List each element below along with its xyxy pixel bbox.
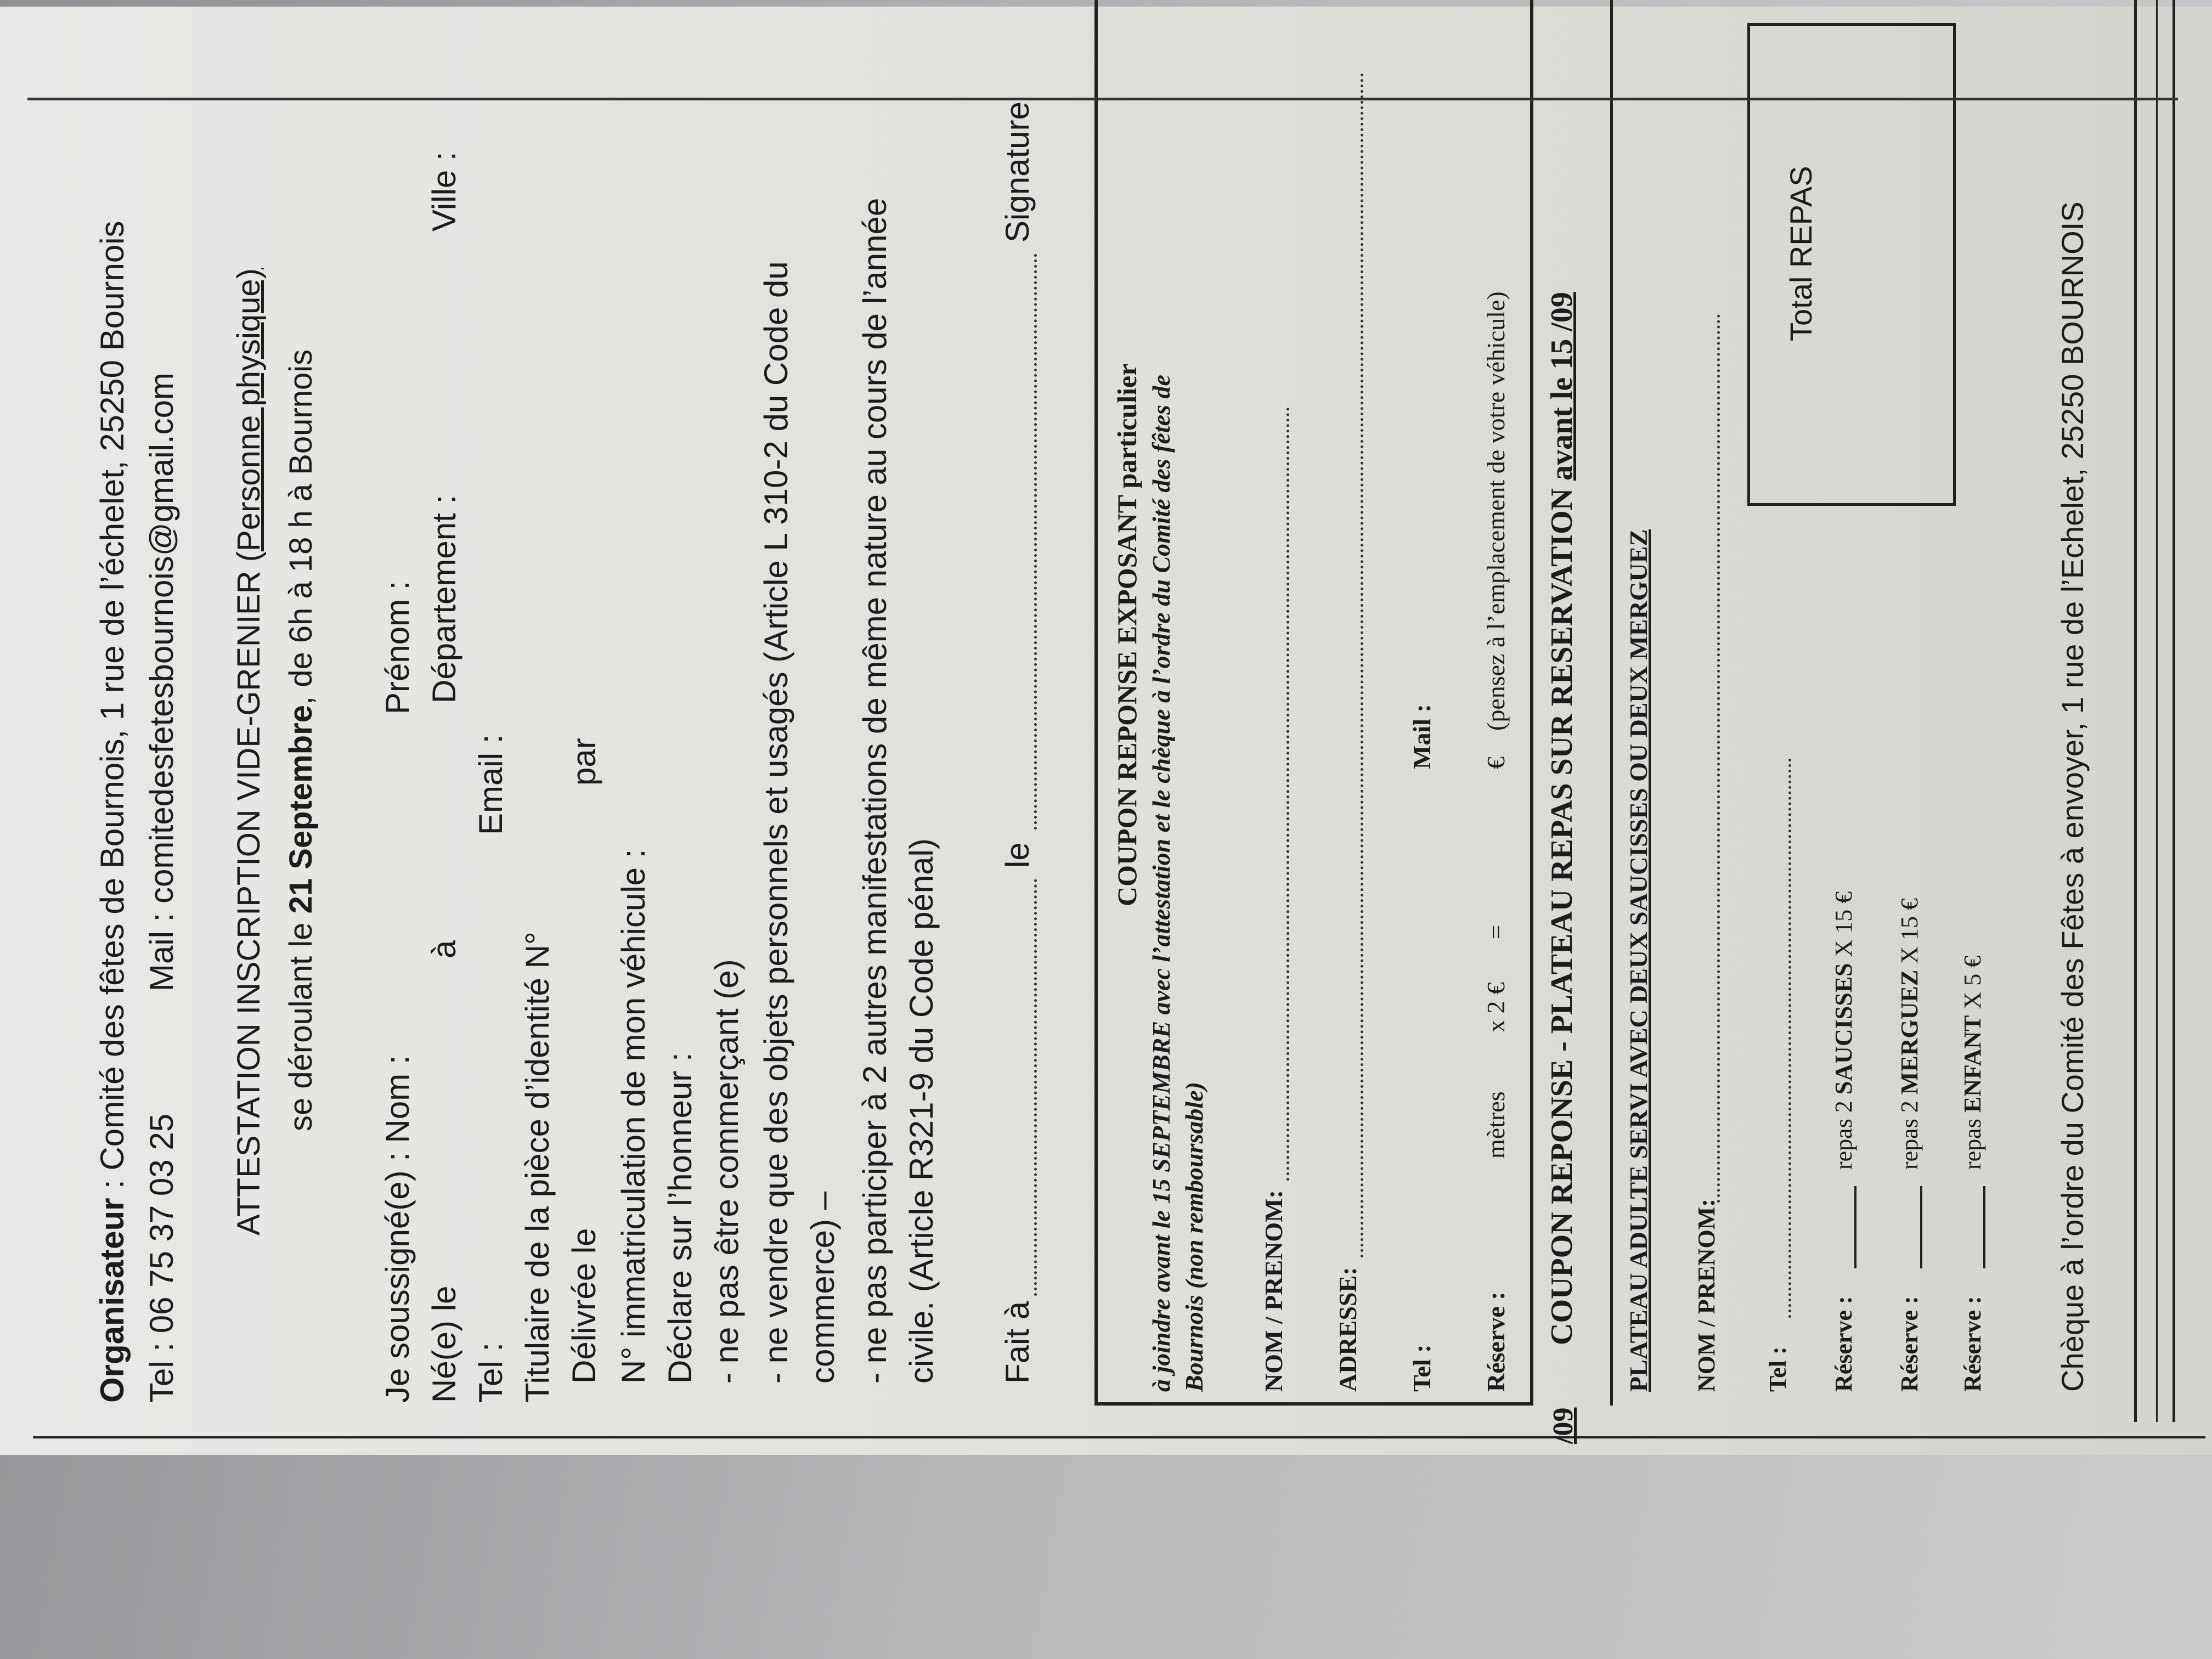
fait-a-dotted-field[interactable] xyxy=(1034,879,1037,1296)
repas-reserve-2-field[interactable] xyxy=(1920,1186,1922,1268)
repas-count-2: 2 xyxy=(1896,1101,1923,1113)
page-top-rule xyxy=(33,1436,2205,1438)
repas-reserve-2-label: Réserve : xyxy=(1896,1296,1923,1392)
organizer-label: Organisateur xyxy=(94,1198,131,1403)
subtitle-prefix: se déroulant le xyxy=(283,913,319,1131)
footer-cheque: Chèque à l’ordre du Comité des Fêtes à envoyer, 1 rue de l’Echelet, 25250 BOURNOIS xyxy=(2055,201,2090,1392)
label-titulaire: Titulaire de la pièce d’identité N° xyxy=(519,932,556,1403)
exposant-equals: = xyxy=(1482,925,1510,939)
repas-count-1: 2 xyxy=(1830,1101,1857,1113)
exposant-x2: x 2 € xyxy=(1482,982,1510,1032)
label-a: à xyxy=(426,940,462,958)
attestation-title xyxy=(230,268,267,1235)
coupon-exposant-title: COUPON REPONSE EXPOSANT particulier xyxy=(1111,363,1142,906)
instructions-bold: SEPTEMBRE xyxy=(1147,1020,1175,1173)
coupon-exposant-instructions xyxy=(1147,375,1176,1392)
exposant-reminder: (pensez à l’emplacement de votre véhicule) xyxy=(1482,291,1510,731)
label-ne-le: Né(e) le xyxy=(426,1285,462,1403)
attestation-title-underlined: Personne physique) xyxy=(231,268,267,551)
exposant-adresse-label: ADRESSE: xyxy=(1334,1267,1362,1392)
label-departement: Département : xyxy=(426,494,462,703)
organizer-line xyxy=(93,221,131,1403)
declaration-item-1: - ne pas être commerçant (e) xyxy=(708,959,745,1384)
repas-tel-field[interactable] xyxy=(1788,758,1791,1318)
repas-price-1: X 15 € xyxy=(1830,891,1857,957)
repas-word-2: repas xyxy=(1896,1119,1923,1170)
exposant-metres: mètres xyxy=(1482,1091,1510,1159)
attestation-subtitle xyxy=(283,349,319,1131)
coupon-repas-title-prefix: COUPON REPONSE - PLATEAU REPAS SUR RESERVATION xyxy=(1545,480,1579,1345)
repas-price-3: X 5 € xyxy=(1959,955,1986,1009)
exposant-euro: € xyxy=(1482,757,1510,769)
repas-item-3: ENFANT xyxy=(1959,1015,1986,1113)
repas-line-1 xyxy=(1830,891,1858,1170)
repas-tel-label: Tel : xyxy=(1764,1346,1791,1392)
attestation-title-prefix: ATTESTATION INSCRIPTION VIDE-GRENIER ( xyxy=(231,551,267,1235)
header-mail: Mail : comitedesfetesbournois@gmail.com xyxy=(143,372,180,991)
header-tel: Tel : 06 75 37 03 25 xyxy=(143,1113,180,1403)
declaration-item-2b: commerce) – xyxy=(804,1191,841,1384)
repas-reserve-1-label: Réserve : xyxy=(1830,1296,1857,1392)
coupon-exposant-instructions-2: Bournois (non remboursable) xyxy=(1180,1082,1208,1392)
exposant-nom-prenom-field[interactable] xyxy=(1286,407,1289,1181)
repas-item-2: MERGUEZ xyxy=(1896,969,1923,1095)
label-email: Email : xyxy=(472,734,509,835)
declaration-item-2a: - ne vendre que des objets personnels et usagés (Article L 310-2 du Code du xyxy=(758,261,794,1384)
coupon-repas-deadline: avant le 15 /09 xyxy=(1545,292,1579,481)
label-fait-a: Fait à xyxy=(999,1301,1036,1384)
label-tel: Tel : xyxy=(472,1342,509,1403)
label-par: par xyxy=(566,738,602,786)
repas-reserve-1-field[interactable] xyxy=(1854,1186,1857,1268)
repas-price-2: X 15 € xyxy=(1896,898,1923,964)
label-immatriculation: N° immatriculation de mon véhicule : xyxy=(615,849,652,1384)
repas-nom-prenom-field[interactable] xyxy=(1717,314,1720,1203)
repas-item-1: SAUCISSES xyxy=(1830,963,1857,1095)
exposant-reserve-label: Réserve : xyxy=(1482,1291,1510,1392)
repas-reserve-3-field[interactable] xyxy=(1983,1186,1985,1268)
label-declare: Déclare sur l’honneur : xyxy=(662,1052,698,1384)
page-frame-line-1 xyxy=(2134,0,2137,1422)
repas-line-2 xyxy=(1895,898,1923,1170)
total-repas-box xyxy=(1747,23,1956,506)
page-top-edge-line xyxy=(27,98,2178,100)
instructions-prefix: à joindre avant le 15 xyxy=(1147,1172,1175,1392)
repas-reserve-3-label: Réserve : xyxy=(1959,1296,1986,1392)
subtitle-date: 21 Septembre xyxy=(283,704,319,914)
subtitle-suffix: , de 6h à 18 h à Bournois xyxy=(283,349,319,705)
total-repas-label: Total REPAS xyxy=(1784,166,1818,341)
label-ville: Ville : xyxy=(426,151,462,232)
edge-fragment: /09 xyxy=(1548,1407,1579,1444)
page-frame-line-2 xyxy=(2156,0,2158,1422)
declaration-item-3b: civile. (Article R321-9 du Code pénal) xyxy=(903,838,940,1384)
declaration-item-3a: - ne pas participer à 2 autres manifestations de même nature au cours de l’année xyxy=(856,198,893,1384)
repas-word-1: repas xyxy=(1830,1119,1857,1170)
page-frame-line-3 xyxy=(2172,0,2175,1422)
repas-nom-prenom-label: NOM / PRENOM: xyxy=(1693,1199,1720,1392)
plateau-description: PLATEAU ADULTE SERVI AVEC DEUX SAUCISSES OU DEUX MERGUEZ xyxy=(1624,529,1652,1392)
coupon-repas-divider xyxy=(1610,0,1613,1406)
label-signature: Signature xyxy=(999,101,1036,242)
exposant-adresse-field[interactable] xyxy=(1361,72,1363,1257)
label-le: le xyxy=(999,842,1036,868)
exposant-mail-label: Mail : xyxy=(1408,704,1436,769)
coupon-repas-title xyxy=(1544,292,1579,1345)
label-prenom: Prénom : xyxy=(379,580,416,714)
exposant-nom-prenom-label: NOM / PRENOM: xyxy=(1260,1190,1288,1392)
label-delivree: Délivrée le xyxy=(566,1228,602,1384)
repas-word-3: repas xyxy=(1959,1119,1986,1170)
instructions-suffix: avec l’attestation et le chèque à l’ordre du Comité des fêtes de xyxy=(1147,375,1175,1021)
repas-line-3 xyxy=(1959,956,1987,1170)
organizer-text: : Comité des fêtes de Bournois, 1 rue de l’échelet, 25250 Bournois xyxy=(94,221,131,1198)
label-soussigne: Je soussigné(e) : Nom : xyxy=(379,1055,416,1403)
document-page xyxy=(0,7,2212,1455)
date-dotted-field[interactable] xyxy=(1034,253,1037,830)
exposant-tel-label: Tel : xyxy=(1408,1344,1436,1392)
